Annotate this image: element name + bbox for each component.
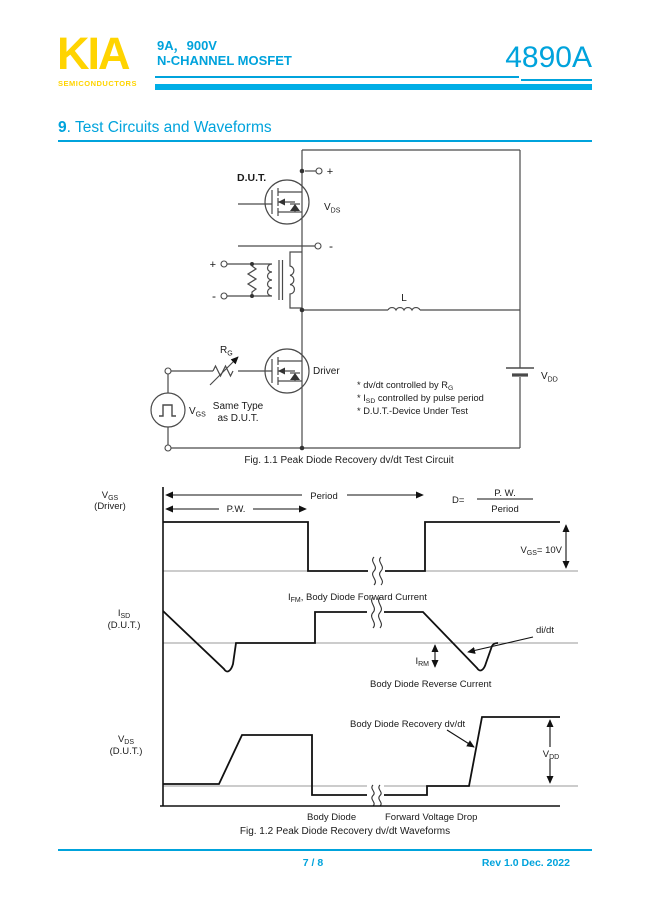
period-label: Period: [310, 491, 338, 502]
minus-label: -: [329, 239, 333, 253]
row3-axis-label-paren: (D.U.T.): [109, 746, 143, 757]
pw-label: P.W.: [226, 504, 246, 515]
reverse-current-label: Body Diode Reverse Current: [370, 679, 492, 690]
forward-current-label: $I_{FM}$, Body Diode Forward Current: [288, 592, 427, 605]
circuit-note-3: * D.U.T.-Device Under Test: [357, 406, 468, 416]
damping-resistor-symbol: [248, 264, 256, 294]
page-number: 7 / 8: [302, 857, 324, 869]
pulse-glyph-icon: [159, 405, 176, 416]
irm-label: $I_{RM}$: [415, 656, 429, 669]
section-title-text: . Test Circuits and Waveforms: [66, 119, 272, 136]
isd-waveform-trace: [163, 611, 498, 671]
transformer-plus-label: +: [209, 259, 216, 271]
body-diode-label: Body Diode: [307, 812, 357, 823]
duty-denominator: Period: [491, 504, 519, 515]
vdd-level-label: $V_{DD}$: [542, 749, 560, 762]
time-break-symbol: [367, 784, 384, 806]
duty-lhs: D=: [452, 495, 465, 506]
vds-label: $V_{DS}$: [324, 202, 341, 215]
device-type: N-CHANNEL MOSFET: [157, 53, 292, 68]
vgs-top-terminal: [165, 368, 171, 374]
dut-label: D.U.T.: [237, 172, 267, 184]
driver-label: Driver: [313, 366, 340, 377]
transformer-plus-terminal: [221, 261, 227, 267]
fig1-circuit-wires: [151, 150, 534, 448]
recovery-pointer-arrow: [447, 730, 474, 747]
didt-label: di/dt: [536, 625, 554, 636]
ground-terminal: [165, 445, 171, 451]
vgs-waveform-trace: [163, 522, 560, 571]
dimension-arrows: [166, 495, 566, 783]
fig1-caption: Fig. 1.1 Peak Diode Recovery dv/dt Test Circuit: [244, 455, 454, 466]
transformer-minus-terminal: [221, 293, 227, 299]
didt-pointer-arrow: [468, 637, 533, 652]
same-type-label-line2: as D.U.T.: [217, 413, 259, 424]
vgs-source-label: $V_{GS}$: [189, 406, 206, 419]
device-rating: 9A，900V: [157, 38, 217, 53]
row1-axis-label-paren: (Driver): [94, 501, 126, 512]
plus-label: +: [326, 166, 334, 178]
vgs-level-label: $V_{GS}= 10V$: [520, 545, 562, 558]
kia-logo: KIA: [57, 28, 129, 79]
part-number: 4890A: [505, 41, 592, 74]
same-type-label-line1: Same Type: [212, 401, 264, 412]
circuit-note-2: * $I_{SD}$ controlled by pulse period: [357, 393, 484, 406]
plus-terminal: [316, 168, 322, 174]
row2-axis-label-paren: (D.U.T.): [107, 620, 141, 631]
inductor-label: L: [401, 293, 407, 304]
vdd-label: $V_{DD}$: [541, 371, 558, 384]
rg-label: $R_G$: [220, 345, 233, 358]
section-number: 9: [58, 119, 67, 136]
recovery-label: Body Diode Recovery dv/dt: [350, 719, 466, 730]
circuit-note-1: * dv/dt controlled by $R_G$: [357, 380, 454, 393]
fwd-drop-label: Forward Voltage Drop: [385, 812, 478, 823]
row3-axis-label: $V_{DS}$: [117, 734, 135, 747]
inductor-symbol: [388, 308, 420, 310]
time-break-symbol: [368, 556, 385, 586]
transformer-secondary-coil: [290, 252, 302, 308]
rg-resistor-symbol: [213, 366, 233, 376]
minus-terminal: [315, 243, 321, 249]
duty-numerator: P. W.: [494, 488, 516, 499]
fig2-waveforms: [94, 487, 578, 837]
footer-rule: [58, 849, 592, 851]
transformer-primary-coil: [268, 264, 273, 296]
kia-logo-subtitle: SEMICONDUCTORS: [58, 79, 137, 88]
vgs-pulse-source: [151, 393, 185, 427]
row2-axis-label: $I_{SD}$: [117, 608, 131, 621]
row1-axis-label: $V_{GS}$: [101, 490, 119, 503]
transformer-minus-label: -: [212, 289, 216, 303]
rg-variable-arrow: [210, 357, 238, 385]
revision-label: Rev 1.0 Dec. 2022: [481, 857, 570, 869]
fig2-caption: Fig. 1.2 Peak Diode Recovery dv/dt Waveforms: [239, 826, 451, 837]
